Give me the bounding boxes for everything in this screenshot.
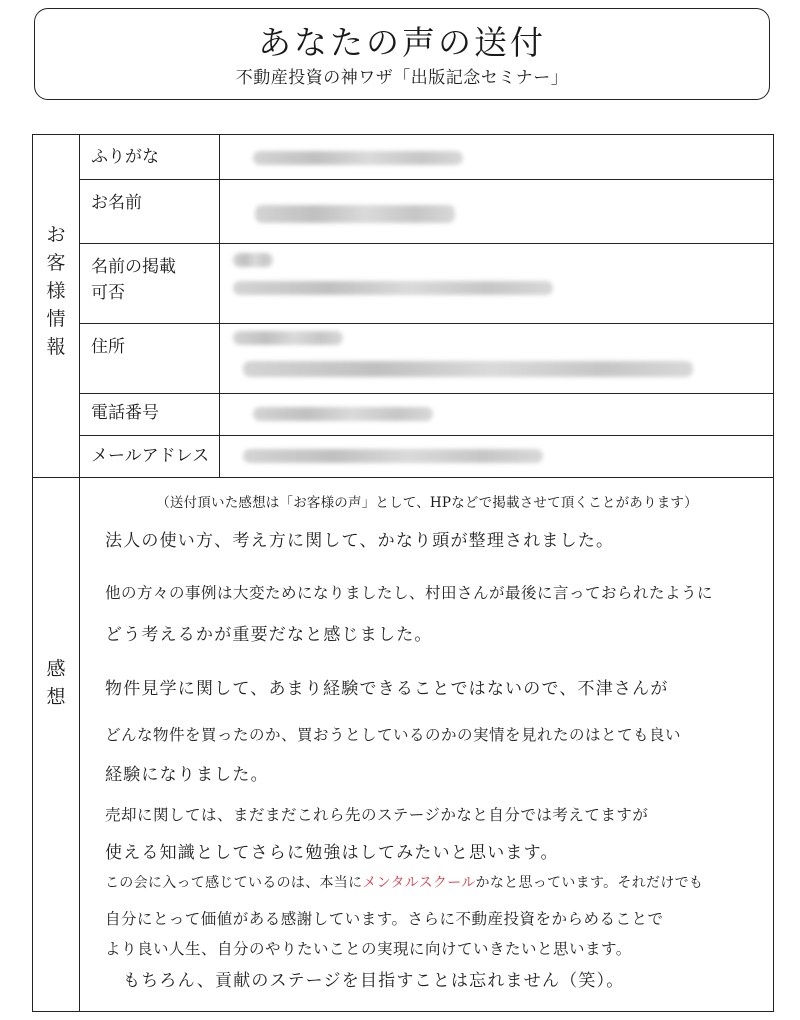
row-divider — [79, 179, 773, 180]
impression-line: 使える知識としてさらに勉強はしてみたいと思います。 — [105, 843, 559, 863]
impression-line: 他の方々の事例は大変ためになりましたし、村田さんが最後に言っておられたように — [105, 584, 714, 602]
address-value-redacted-2 — [243, 361, 693, 377]
impression-line: 自分にとって価値がある感謝しています。さらに不動産投資をからめることで — [105, 910, 664, 928]
impression-line-highlighted: この会に入って感じているのは、本当にメンタルスクールかなと思っています。それだけでも — [105, 875, 704, 891]
row-divider — [79, 393, 773, 394]
publish-name-value-redacted — [233, 253, 273, 267]
feedback-form — [32, 134, 774, 1012]
furigana-label: ふりがな — [91, 147, 159, 167]
impression-line: より良い人生、自分のやりたいことの実現に向けていきたいと思います。 — [105, 940, 632, 958]
publication-notice: （送付頂いた感想は「お客様の声」として、HPなどで掲載させて頂くことがあります） — [156, 495, 698, 511]
address-label: 住所 — [91, 337, 125, 357]
address-value-redacted — [233, 331, 343, 345]
row-divider — [79, 243, 773, 244]
name-value-redacted — [255, 205, 455, 223]
section-divider-horizontal — [33, 477, 773, 478]
impression-line: もちろん、貢献のステージを目指すことは忘れません（笑）。 — [123, 971, 625, 991]
row-divider — [79, 323, 773, 324]
label-value-divider — [219, 135, 220, 477]
document-title: あなたの声の送付 — [258, 23, 546, 62]
publish-name-label-line2: 可否 — [91, 283, 125, 303]
impression-line: どう考えるかが重要だなと感じました。 — [105, 625, 433, 645]
highlighted-phrase: メンタルスクール — [362, 875, 476, 891]
impression-line: 法人の使い方、考え方に関して、かなり頭が整理されました。 — [105, 531, 615, 551]
name-label: お名前 — [91, 193, 142, 213]
impression-line: 経験になりました。 — [105, 765, 269, 785]
impressions-section-label: 感 想 — [46, 658, 66, 708]
publish-name-value-redacted-2 — [233, 281, 553, 295]
email-label: メールアドレス — [91, 446, 210, 466]
impression-line: 物件見学に関して、あまり経験できることではないので、不津さんが — [105, 679, 669, 699]
furigana-value-redacted — [253, 151, 463, 165]
email-value-redacted — [243, 449, 543, 463]
phone-label: 電話番号 — [91, 403, 159, 423]
row-divider — [79, 435, 773, 436]
publish-name-label: 名前の掲載 — [91, 257, 176, 277]
customer-info-section-label: お 客 様 情 報 — [46, 224, 66, 358]
section-divider — [79, 135, 80, 1011]
phone-value-redacted — [253, 407, 433, 421]
document-header — [34, 8, 770, 100]
impression-line: 売却に関しては、まだまだこれら先のステージかなと自分では考えてますが — [105, 806, 649, 824]
document-subtitle: 不動産投資の神ワザ「出版記念セミナー」 — [235, 68, 569, 88]
impression-line: どんな物件を買ったのか、買おうとしているのかの実情を見れたのはとても良い — [105, 726, 682, 744]
